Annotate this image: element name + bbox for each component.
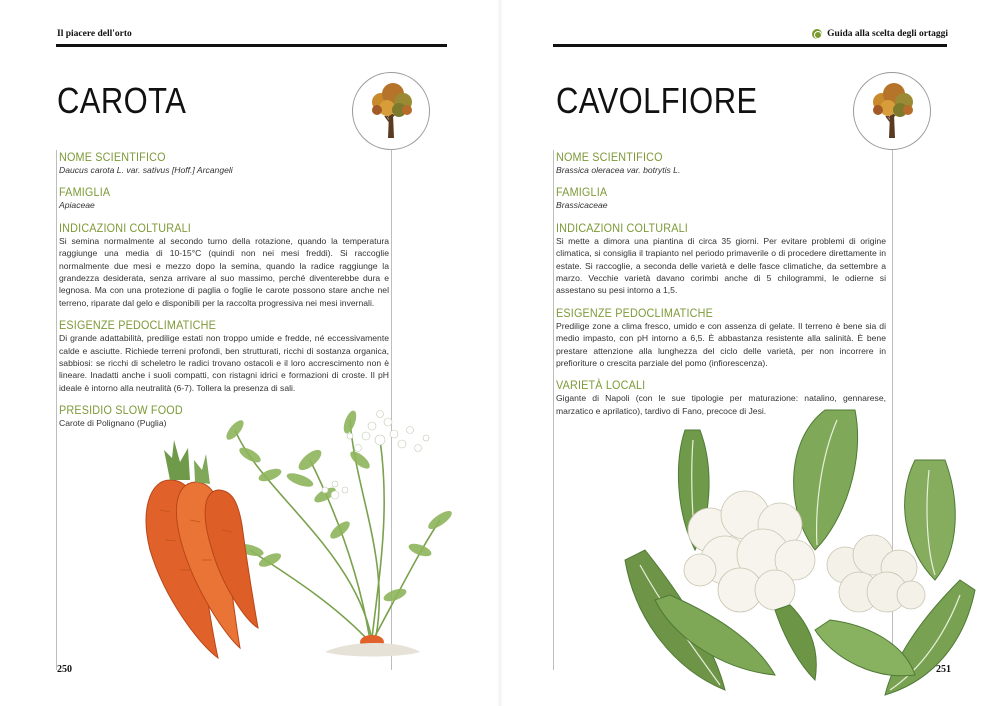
section-heading: FAMIGLIA <box>59 185 111 200</box>
entry-content <box>59 150 389 439</box>
section-text: Apiaceae <box>59 200 95 211</box>
section-text: Carote di Polignano (Puglia) <box>59 418 167 429</box>
section-text: Brassica oleracea var. botrytis L. <box>556 165 681 175</box>
section-heading: PRESIDIO SLOW FOOD <box>59 403 183 418</box>
top-rule <box>56 44 447 47</box>
section-scientific-name <box>556 150 886 176</box>
section-heading: NOME SCIENTIFICO <box>59 150 166 164</box>
section-text: Gigante di Napoli (con le sue tipologie per maturazione: natalino, gennarese, marzatico e aprilatico), tardivo di Fano, precoce di Jesi. <box>556 393 886 416</box>
section-climate <box>59 318 389 394</box>
section-heading: ESIGENZE PEDOCLIMATICHE <box>556 305 713 320</box>
section-heading: FAMIGLIA <box>556 185 608 200</box>
section-cultivation <box>59 221 389 309</box>
page-title: CAVOLFIORE <box>556 80 758 121</box>
autumn-tree-icon <box>352 72 430 150</box>
autumn-tree-icon <box>853 72 931 150</box>
running-head <box>812 29 948 39</box>
section-text: Si mette a dimora una piantina di circa 35 giorni. Per evitare problemi di origine climatica, si consiglia il trapianto nel periodo primaverile o di procedere direttamente in estate. Si raccoglie, a seconda delle varietà e delle fasce climatiche, da settembre a marzo. Vecchie varietà davano corimbi anche di 5 chilogrammi, le odierne si assestano su pesi intorno a 1,5. <box>556 235 886 296</box>
section-heading: ESIGENZE PEDOCLIMATICHE <box>59 318 216 333</box>
slow-food-snail-icon <box>812 29 822 39</box>
running-head-text: Guida alla scelta degli ortaggi <box>827 29 948 39</box>
page-number: 250 <box>57 664 72 675</box>
section-family <box>59 185 389 211</box>
page-number: 251 <box>936 664 951 675</box>
running-head: Il piacere dell'orto <box>57 29 132 39</box>
section-text: Predilige zone a clima fresco, umido e con assenza di gelate. Il terreno è bene sia di medio impasto, con pH intorno a 6,5. È abbastanza resistente alla salinità. È bene prestare attenzione alla lunghezza del ciclo delle varietà, per non incorrere in prefioriture o crescita parziale del pomo (infiorescenza). <box>556 320 886 369</box>
top-rule <box>553 44 947 47</box>
section-heading: INDICAZIONI COLTURALI <box>59 220 192 235</box>
right-page <box>500 0 1000 706</box>
carrot-plant-illustration <box>140 400 470 665</box>
section-text: Daucus carota L. var. sativus [Hoff.] Arcangeli <box>59 165 233 175</box>
section-heading: NOME SCIENTIFICO <box>556 150 663 164</box>
cauliflower-illustration <box>615 400 985 700</box>
section-scientific-name <box>59 150 389 176</box>
section-cultivation <box>556 221 886 297</box>
vertical-rule <box>553 150 554 670</box>
vertical-rule <box>56 150 57 670</box>
entry-content <box>556 150 886 426</box>
section-family <box>556 185 886 211</box>
section-heading: INDICAZIONI COLTURALI <box>556 220 689 235</box>
page-title: CAROTA <box>57 80 187 121</box>
section-climate <box>556 306 886 370</box>
section-text: Brassicaceae <box>556 200 608 211</box>
section-heading: VARIETÀ LOCALI <box>556 378 646 393</box>
section-text: Di grande adattabilità, predilige estati non troppo umide e fredde, né eccessivamente calde e asciutte. Richiede terreni profondi, ben strutturati, ricchi di sostanza organica, sabbiosi: se ricchi di scheletro le radici trovano ostacoli e il loro accrescimento non è lineare. Inadatti anche i suoli compatti, con ristagni idrici e formazioni di croste. Il pH ideale è intorno alla neutralità (6-7). Tollera la presenza di sali. <box>59 333 389 393</box>
section-text: Si semina normalmente al secondo turno della rotazione, quando la temperatura raggiunge una media di 10-15°C (quindi non nei mesi freddi). Si raccoglie normalmente due mesi e mezzo dopo la semina, quando la radice raggiunge la grandezza desiderata, senza arrivare al suo massimo, perché diventerebbe dura e legnosa. Ma con una protezione di paglia o foglie le carote possono stare anche nel terreno, riparate dal gelo e disponibili per la raccolta progressiva nei mesi invernali. <box>59 235 389 308</box>
